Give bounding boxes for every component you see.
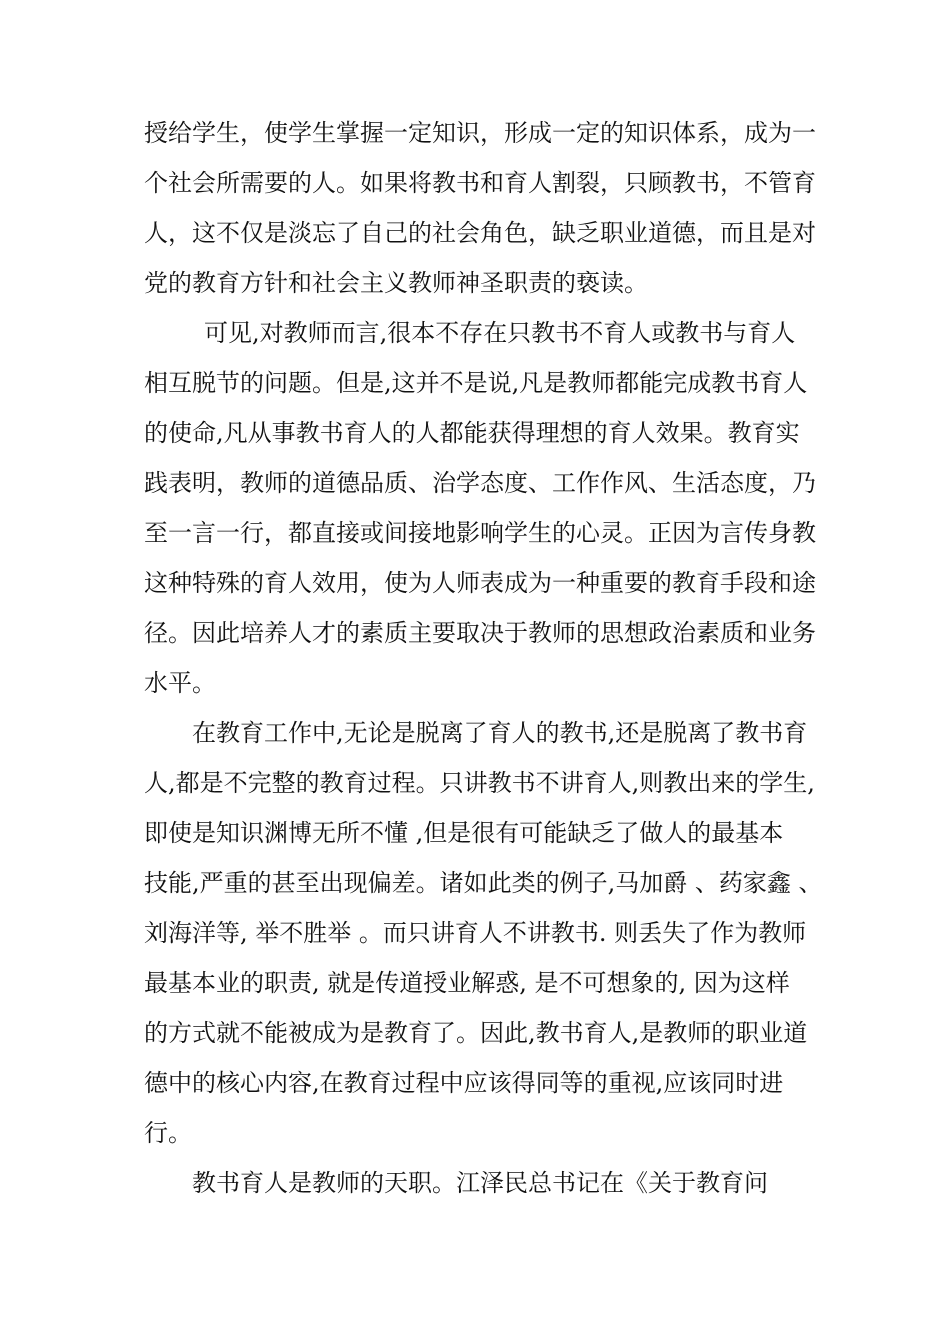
text-line: 践表明，教师的道德品质、治学态度、工作作风、生活态度，乃 xyxy=(144,469,816,497)
text-line: 在教育工作中,无论是脱离了育人的教书,还是脱离了教书育 xyxy=(192,719,808,747)
text-line: 人，这不仅是淡忘了自己的社会角色，缺乏职业道德，而且是对 xyxy=(144,219,816,247)
text-line: 技能,严重的甚至出现偏差。诸如此类的例子,马加爵 、药家鑫 、 xyxy=(144,869,823,897)
text-line: 个社会所需要的人。如果将教书和育人割裂，只顾教书，不管育 xyxy=(144,169,816,197)
text-line: 德中的核心内容,在教育过程中应该得同等的重视,应该同时进 xyxy=(144,1069,784,1097)
text-line: 人,都是不完整的教育过程。只讲教书不讲育人,则教出来的学生, xyxy=(144,769,815,797)
text-line: 的方式就不能被成为是教育了。因此,教书育人,是教师的职业道 xyxy=(144,1019,808,1047)
text-line: 即使是知识渊博无所不懂 ,但是很有可能缺乏了做人的最基本 xyxy=(144,819,784,847)
text-line: 至一言一行，都直接或间接地影响学生的心灵。正因为言传身教 xyxy=(144,519,816,547)
text-line: 可见,对教师而言,很本不存在只教书不育人或教书与育人 xyxy=(180,319,796,347)
text-line: 这种特殊的育人效用，使为人师表成为一种重要的教育手段和途 xyxy=(144,569,816,597)
text-line: 最基本业的职责, 就是传道授业解惑, 是不可想象的, 因为这样 xyxy=(144,969,790,997)
text-line: 行。 xyxy=(144,1119,192,1147)
text-line: 教书育人是教师的天职。江泽民总书记在《关于教育问 xyxy=(192,1169,768,1197)
text-line: 刘海洋等, 举不胜举 。而只讲育人不讲教书. 则丢失了作为教师 xyxy=(144,919,807,947)
text-line: 相互脱节的问题。但是,这并不是说,凡是教师都能完成教书育人 xyxy=(144,369,808,397)
text-line: 水平。 xyxy=(144,669,216,697)
text-line: 党的教育方针和社会主义教师神圣职责的亵读。 xyxy=(144,269,648,297)
text-line: 授给学生，使学生掌握一定知识，形成一定的知识体系，成为一 xyxy=(144,119,816,147)
text-line: 的使命,凡从事教书育人的人都能获得理想的育人效果。教育实 xyxy=(144,419,800,447)
text-line: 径。因此培养人才的素质主要取决于教师的思想政治素质和业务 xyxy=(144,619,816,647)
